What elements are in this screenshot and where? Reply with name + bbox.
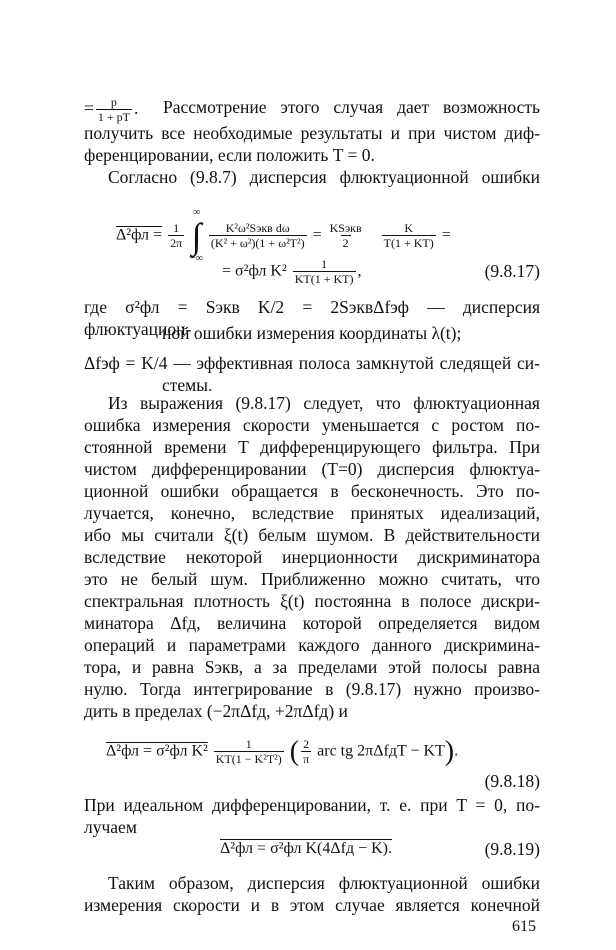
equation-number: (9.8.19) — [484, 839, 540, 859]
equation-number: (9.8.17) — [484, 261, 540, 281]
integral-sign: ∫ — [191, 216, 202, 256]
text-line: Согласно (9.8.7) дисперсия флюктуационной ошибки — [108, 167, 540, 187]
text-line: Таким образом, дисперсия флюктуационной ошибки — [108, 873, 540, 893]
text-line: ошибка измерения скорости уменьшается с ростом по- — [84, 415, 540, 435]
text-line: лучается, конечно, вследствие принятых идеализаций, — [84, 503, 540, 523]
text-line: ибо мы считали ξ(t) белым шумом. В действительности — [84, 525, 540, 545]
text-line: это не белый шум. Приближенно можно считать, что — [84, 569, 540, 589]
equation-9-8-18: Δ²фл = σ²фл K² $\frac{1}{\text{KT(1 − K²T²)}}$ ( $\frac{2}{\pi}$ arc tg 2πΔfдT − KT). — [106, 736, 459, 767]
text-line: дить в пределах (−2πΔfд, +2πΔfд) и — [84, 701, 348, 721]
equation-9-8-17-a: Δ²фл = $\frac{1}{2\pi}$ ∞ ∫ −∞ $\frac{\text{K²ω²Sэкв dω}}{\text{(K² + ω²)(1 + ω²T²)}}$ = $\frac{\text{KSэкв}}{2}$ $\frac{K}{T(1 + KT)}$ = — [116, 207, 451, 264]
equation-9-8-19: Δ²фл = σ²фл K(4Δfд − K). — [220, 840, 392, 857]
equation-number: (9.8.18) — [484, 771, 540, 791]
page-number: 615 — [512, 918, 536, 935]
text-line: чистом дифференцировании (T=0) дисперсия флюктуа- — [84, 459, 540, 479]
equation-9-8-17-b: = σ²фл K² $\frac{1}{KT(1 + KT)}$ , — [222, 257, 362, 286]
text-line: получить все необходимые результаты и при чистом диф- — [84, 123, 540, 143]
text-line: стемы. — [162, 375, 213, 395]
text-line: ной ошибки измерения координаты λ(t); — [162, 323, 462, 343]
text-line: спектральная плотность ξ(t) постоянна в полосе дискри- — [84, 591, 540, 611]
text-line: При идеальном дифференцировании, т. е. при T = 0, по- — [84, 795, 540, 815]
text-line: где σ²фл = Sэкв K/2 = 2SэквΔfэф — дисперсия флюктуацион- — [84, 297, 540, 339]
text-line: нулю. Тогда интегрирование в (9.8.17) нужно произво- — [84, 679, 540, 699]
text-line: ционной ошибки обращается в бесконечность. Это по- — [84, 481, 540, 501]
text-line: ференцировании, если положить T = 0. — [84, 145, 375, 165]
text-line: Из выражения (9.8.17) следует, что флюктуационная — [108, 393, 540, 413]
eq-lhs: Δ²фл = — [116, 226, 163, 244]
text-line: вследствие некоторой инерционности дискриминатора — [84, 547, 540, 567]
text-line: лучаем — [84, 817, 137, 837]
text-line: Рассмотрение этого случая дает возможность — [163, 97, 540, 117]
continued-formula: = $\frac{p}{1 + pT}$ . — [84, 95, 139, 124]
text-line: Δfэф = K/4 — эффективная полоса замкнутой следящей си- — [84, 353, 540, 373]
text-line: стоянной времени T дифференцирующего фильтра. При — [84, 437, 540, 457]
text-line: минатора Δfд, величина которой определяется видом — [84, 613, 540, 633]
text-line: тора, и равна Sэкв, а за пределами этой полосы равна — [84, 657, 540, 677]
text-line: измерения скорости и в этом случае является конечной — [84, 895, 540, 915]
text-line: операций и параметрами каждого данного дискримина- — [84, 635, 540, 655]
